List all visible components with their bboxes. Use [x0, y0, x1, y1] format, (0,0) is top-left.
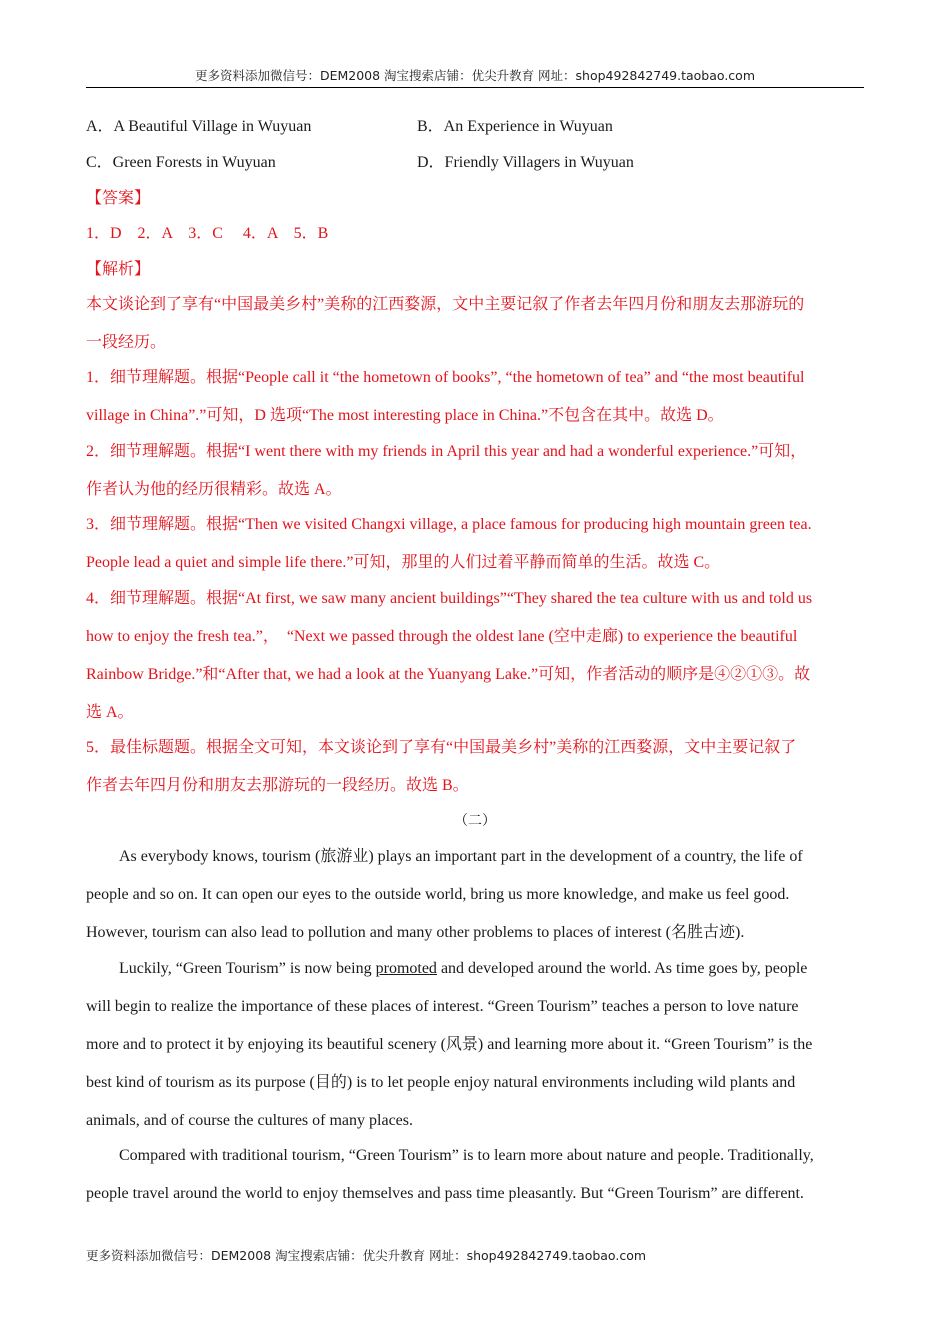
- passage-line: However, tourism can also lead to pollution and many other problems to places of interest (名胜古迹).: [86, 924, 745, 941]
- passage-line: more and to protect it by enjoying its beautiful scenery (风景) and learning more about it. “Green Tourism” is the: [86, 1036, 813, 1053]
- answer-keys: 1．D 2．A 3．C 4．A 5．B: [86, 225, 329, 242]
- passage-text: Luckily, “Green Tourism” is now being: [119, 960, 376, 977]
- analysis-intro-line: 一段经历。: [86, 334, 167, 351]
- analysis-q4-line: 4．细节理解题。根据“At first, we saw many ancient buildings”“They shared the tea culture with us and told us: [86, 590, 813, 607]
- option-a: A．A Beautiful Village in Wuyuan: [86, 118, 312, 135]
- passage-line: people travel around the world to enjoy themselves and pass time pleasantly. But “Green Tourism” are different.: [86, 1185, 804, 1202]
- passage-text: and developed around the world. As time goes by, people: [436, 960, 808, 977]
- analysis-q4-line: how to enjoy the fresh tea.”， “Next we passed through the oldest lane (空中走廊) to experience the beautiful: [86, 628, 798, 645]
- page-header: 更多资料添加微信号：DEM2008 淘宝搜索店铺：优尖升教育 网址：shop492842749.taobao.com: [194, 68, 756, 83]
- analysis-q1-line: 1．细节理解题。根据“People call it “the hometown of books”, “the hometown of tea” and “the most beautiful: [86, 369, 805, 386]
- analysis-label: 【解析】: [86, 261, 151, 278]
- section-title: （二）: [454, 814, 496, 829]
- option-b: B．An Experience in Wuyuan: [417, 118, 613, 135]
- passage-line: will begin to realize the importance of these places of interest. “Green Tourism” teaches a person to love nature: [86, 998, 799, 1015]
- passage-line: As everybody knows, tourism (旅游业) plays an important part in the development of a country, the life of: [119, 848, 803, 865]
- analysis-q3-line: People lead a quiet and simple life there.”可知，那里的人们过着平静而简单的生活。故选 C。: [86, 554, 721, 571]
- analysis-intro-line: 本文谈论到了享有“中国最美乡村”美称的江西婺源，文中主要记叙了作者去年四月份和朋友去那游玩的: [86, 296, 805, 313]
- passage-line: best kind of tourism as its purpose (目的) is to let people enjoy natural environments including wild plants and: [86, 1074, 796, 1091]
- analysis-q1-line: village in China”.”可知，D 选项“The most interesting place in China.”不包含在其中。故选 D。: [86, 407, 724, 424]
- analysis-q4-line: 选 A。: [86, 704, 134, 721]
- analysis-q2-line: 2．细节理解题。根据“I went there with my friends in April this year and had a wonderful experience.”可知，: [86, 443, 807, 460]
- analysis-q3-line: 3．细节理解题。根据“Then we visited Changxi village, a place famous for producing high mountain green tea.: [86, 516, 812, 533]
- passage-line: Compared with traditional tourism, “Green Tourism” is to learn more about nature and people. Traditionally,: [119, 1147, 814, 1164]
- option-d: D．Friendly Villagers in Wuyuan: [417, 154, 634, 171]
- option-c: C．Green Forests in Wuyuan: [86, 154, 276, 171]
- analysis-q5-line: 作者去年四月份和朋友去那游玩的一段经历。故选 B。: [86, 777, 469, 794]
- analysis-q2-line: 作者认为他的经历很精彩。故选 A。: [86, 481, 342, 498]
- passage-line: [86, 958, 864, 980]
- header-divider: [86, 87, 864, 88]
- passage-line: people and so on. It can open our eyes to the outside world, bring us more knowledge, and make us feel good.: [86, 886, 790, 903]
- underlined-word: promoted: [375, 960, 437, 977]
- analysis-q5-line: 5．最佳标题题。根据全文可知，本文谈论到了享有“中国最美乡村”美称的江西婺源，文中主要记叙了: [86, 739, 797, 756]
- answer-label: 【答案】: [86, 190, 151, 207]
- analysis-q4-line: Rainbow Bridge.”和“After that, we had a look at the Yuanyang Lake.”可知，作者活动的顺序是④②①③。故: [86, 666, 811, 683]
- page-footer: 更多资料添加微信号：DEM2008 淘宝搜索店铺：优尖升教育 网址：shop492842749.taobao.com: [86, 1248, 647, 1263]
- passage-line: animals, and of course the cultures of many places.: [86, 1112, 413, 1129]
